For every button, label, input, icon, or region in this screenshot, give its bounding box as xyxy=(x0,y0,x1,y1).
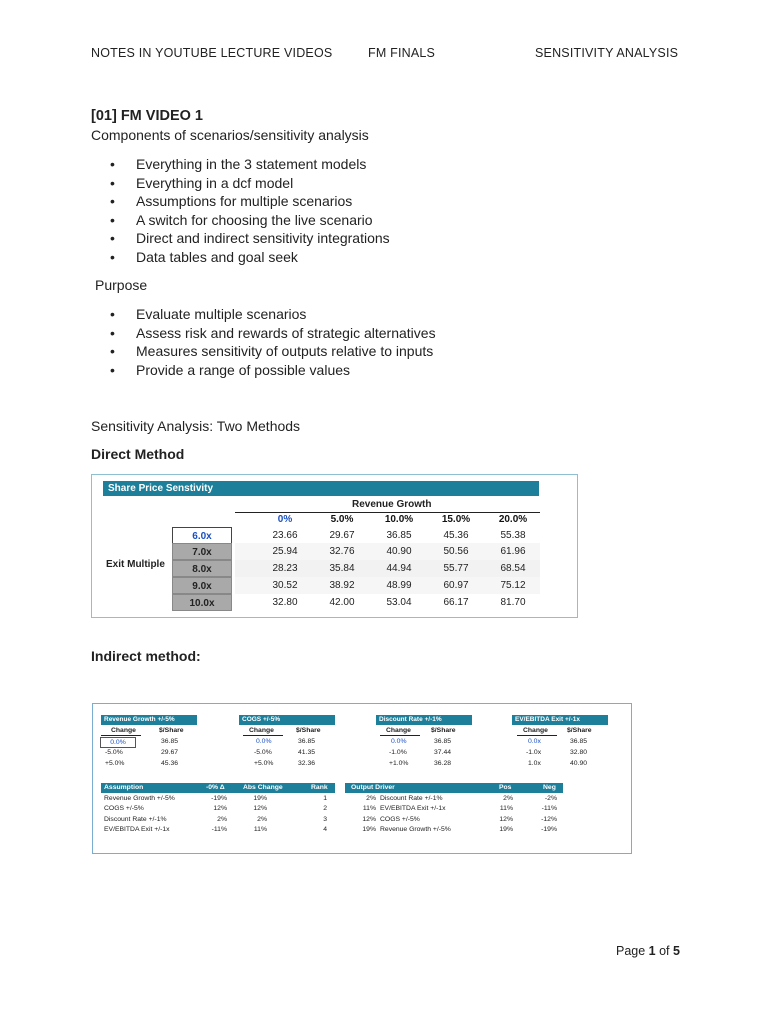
purpose-heading: Purpose xyxy=(95,277,148,293)
table-cell: 29.67 xyxy=(161,749,179,756)
revenue-growth-label: Revenue Growth xyxy=(352,499,432,510)
table-cell: 75.12 xyxy=(500,580,526,591)
section-title: [01] FM VIDEO 1 xyxy=(91,108,203,124)
column-header: 10.0% xyxy=(384,514,414,525)
table-cell: 11% xyxy=(253,826,267,833)
table-cell: -1.0% xyxy=(389,749,407,756)
table-cell: 30.52 xyxy=(272,580,298,591)
table-cell: 32.80 xyxy=(570,749,588,756)
table-cell: 36.85 xyxy=(570,738,588,745)
purpose-list xyxy=(110,305,436,379)
table-cell: 0.0% xyxy=(256,738,272,745)
table-cell: 60.97 xyxy=(443,580,469,591)
table-cell: 68.54 xyxy=(500,563,526,574)
list-item: • Direct and indirect sensitivity integrations xyxy=(110,229,390,248)
block-title: EV/EBITDA Exit +/-1x xyxy=(512,715,608,725)
table-cell: -5.0% xyxy=(105,749,123,756)
table-cell: Discount Rate +/-1% xyxy=(104,816,167,823)
table-cell: EV/EBITDA Exit +/-1x xyxy=(104,826,170,833)
column-header: Change xyxy=(249,727,274,734)
table-cell: 81.70 xyxy=(500,597,526,608)
page-total: 5 xyxy=(673,944,680,958)
table-cell: 12% xyxy=(253,805,267,812)
table-cell: 12% xyxy=(362,816,376,823)
table-cell: 12% xyxy=(213,805,227,812)
row-header: 9.0x xyxy=(172,577,232,594)
table-cell: -5.0% xyxy=(254,749,272,756)
column-header: $/Share xyxy=(431,727,456,734)
table-cell: Discount Rate +/-1% xyxy=(380,795,443,802)
column-header: Change xyxy=(386,727,411,734)
table-cell: 29.67 xyxy=(329,530,355,541)
table-cell: 4 xyxy=(323,826,327,833)
table-cell: 35.84 xyxy=(329,563,355,574)
block-title: Revenue Growth +/-5% xyxy=(101,715,197,725)
page-current: 1 xyxy=(648,944,656,958)
table-cell: COGS +/-5% xyxy=(104,805,144,812)
share-price-sensitivity-table xyxy=(91,474,578,618)
table-cell: 41.35 xyxy=(298,749,316,756)
column-header: 0% xyxy=(277,514,293,525)
exit-multiple-label: Exit Multiple xyxy=(106,559,165,570)
divider xyxy=(243,735,283,736)
table-cell: -11% xyxy=(541,805,557,812)
table-cell: COGS +/-5% xyxy=(380,816,420,823)
list-item: • A switch for choosing the live scenario xyxy=(110,211,390,230)
table-cell: 19% xyxy=(499,826,513,833)
table-cell: 1 xyxy=(323,795,327,802)
table-cell: 2% xyxy=(503,795,513,802)
table-cell: 36.85 xyxy=(386,530,412,541)
table-cell: 32.80 xyxy=(272,597,298,608)
column-header: Neg xyxy=(543,784,556,791)
table-cell: 66.17 xyxy=(443,597,469,608)
table-cell: 2% xyxy=(257,816,267,823)
row-header: 10.0x xyxy=(172,594,232,611)
table-cell: 32.76 xyxy=(329,546,355,557)
list-item: • Everything in the 3 statement models xyxy=(110,155,390,174)
divider xyxy=(517,735,557,736)
table-cell: 55.38 xyxy=(500,530,526,541)
table-cell: 2% xyxy=(217,816,227,823)
components-heading: Components of scenarios/sensitivity analysis xyxy=(91,127,369,143)
table-cell: -11% xyxy=(211,826,227,833)
column-header: Abs Change xyxy=(243,784,283,791)
table-cell: 36.28 xyxy=(434,760,452,767)
table-cell: 23.66 xyxy=(272,530,298,541)
table-cell: 45.36 xyxy=(443,530,469,541)
column-header: $/Share xyxy=(296,727,321,734)
row-header: 6.0x xyxy=(172,527,232,544)
table-cell: Revenue Growth +/-5% xyxy=(380,826,451,833)
table-cell: +5.0% xyxy=(105,760,125,767)
direct-method-heading: Direct Method xyxy=(91,446,185,462)
table-cell: 40.90 xyxy=(570,760,588,767)
divider xyxy=(380,735,420,736)
table-cell: -19% xyxy=(541,826,557,833)
column-header: 20.0% xyxy=(498,514,528,525)
table-cell: 40.90 xyxy=(386,546,412,557)
table-cell: 53.04 xyxy=(386,597,412,608)
header-left: NOTES IN YOUTUBE LECTURE VIDEOS xyxy=(91,46,333,60)
column-header: $/Share xyxy=(159,727,184,734)
table-cell: 36.85 xyxy=(298,738,316,745)
column-header: Change xyxy=(523,727,548,734)
table-cell: 2% xyxy=(366,795,376,802)
column-header: 5.0% xyxy=(330,514,354,525)
table-cell: 1.0x xyxy=(528,760,541,767)
divider xyxy=(101,735,141,736)
table-cell: 38.92 xyxy=(329,580,355,591)
column-header: 15.0% xyxy=(441,514,471,525)
table-cell: 32.36 xyxy=(298,760,316,767)
table-title: Share Price Senstivity xyxy=(103,481,539,496)
table-cell: 37.44 xyxy=(434,749,452,756)
column-header: $/Share xyxy=(567,727,592,734)
table-cell: 36.85 xyxy=(161,738,179,745)
column-header: Pos xyxy=(499,784,512,791)
table-cell: 61.96 xyxy=(500,546,526,557)
components-list xyxy=(110,155,390,267)
indirect-sensitivity-panel xyxy=(92,703,632,854)
block-title: COGS +/-5% xyxy=(239,715,335,725)
block-title: Discount Rate +/-1% xyxy=(376,715,472,725)
page-number xyxy=(616,944,680,958)
indirect-method-heading: Indirect method: xyxy=(91,648,201,664)
table-cell: 11% xyxy=(499,805,513,812)
list-item: • Evaluate multiple scenarios xyxy=(110,305,436,324)
table-cell: 0.0x xyxy=(528,738,541,745)
table-cell: 0.0% xyxy=(391,738,407,745)
column-header: Rank xyxy=(311,784,328,791)
table-cell: 44.94 xyxy=(386,563,412,574)
table-cell: 12% xyxy=(499,816,513,823)
table-cell: 11% xyxy=(362,805,376,812)
table-cell: 3 xyxy=(323,816,327,823)
table-cell: EV/EBITDA Exit +/-1x xyxy=(380,805,446,812)
page-of: of xyxy=(655,944,673,958)
table-cell: 25.94 xyxy=(272,546,298,557)
table-cell: 42.00 xyxy=(329,597,355,608)
table-cell: -1.0x xyxy=(526,749,542,756)
table-cell: 19% xyxy=(362,826,376,833)
table-cell: 28.23 xyxy=(272,563,298,574)
row-header: 8.0x xyxy=(172,560,232,577)
list-item: • Measures sensitivity of outputs relative to inputs xyxy=(110,342,436,361)
column-header: -0% Δ xyxy=(206,784,225,791)
divider xyxy=(235,512,540,513)
table-cell: 55.77 xyxy=(443,563,469,574)
row-header: 7.0x xyxy=(172,543,232,560)
table-cell: 45.36 xyxy=(161,760,179,767)
list-item: • Data tables and goal seek xyxy=(110,248,390,267)
table-cell: 48.99 xyxy=(386,580,412,591)
table-cell: +5.0% xyxy=(254,760,274,767)
column-header: Change xyxy=(111,727,136,734)
table-cell: 50.56 xyxy=(443,546,469,557)
list-item: • Everything in a dcf model xyxy=(110,174,390,193)
table-cell: -2% xyxy=(544,795,557,802)
table-cell: -12% xyxy=(541,816,557,823)
header-center: FM FINALS xyxy=(368,46,436,60)
table-cell: 19% xyxy=(253,795,267,802)
selected-cell: 0.0% xyxy=(100,737,136,748)
table-cell: Revenue Growth +/-5% xyxy=(104,795,175,802)
column-header: Assumption xyxy=(104,784,144,791)
table-cell: 2 xyxy=(323,805,327,812)
column-header: Output Driver xyxy=(351,784,395,791)
list-item: • Assumptions for multiple scenarios xyxy=(110,192,390,211)
page-prefix: Page xyxy=(616,944,649,958)
list-item: • Assess risk and rewards of strategic alternatives xyxy=(110,324,436,343)
methods-heading: Sensitivity Analysis: Two Methods xyxy=(91,418,301,434)
header-right: SENSITIVITY ANALYSIS xyxy=(535,46,679,60)
table-cell: 36.85 xyxy=(434,738,452,745)
table-cell: -19% xyxy=(211,795,227,802)
list-item: • Provide a range of possible values xyxy=(110,361,436,380)
table-cell: +1.0% xyxy=(389,760,409,767)
